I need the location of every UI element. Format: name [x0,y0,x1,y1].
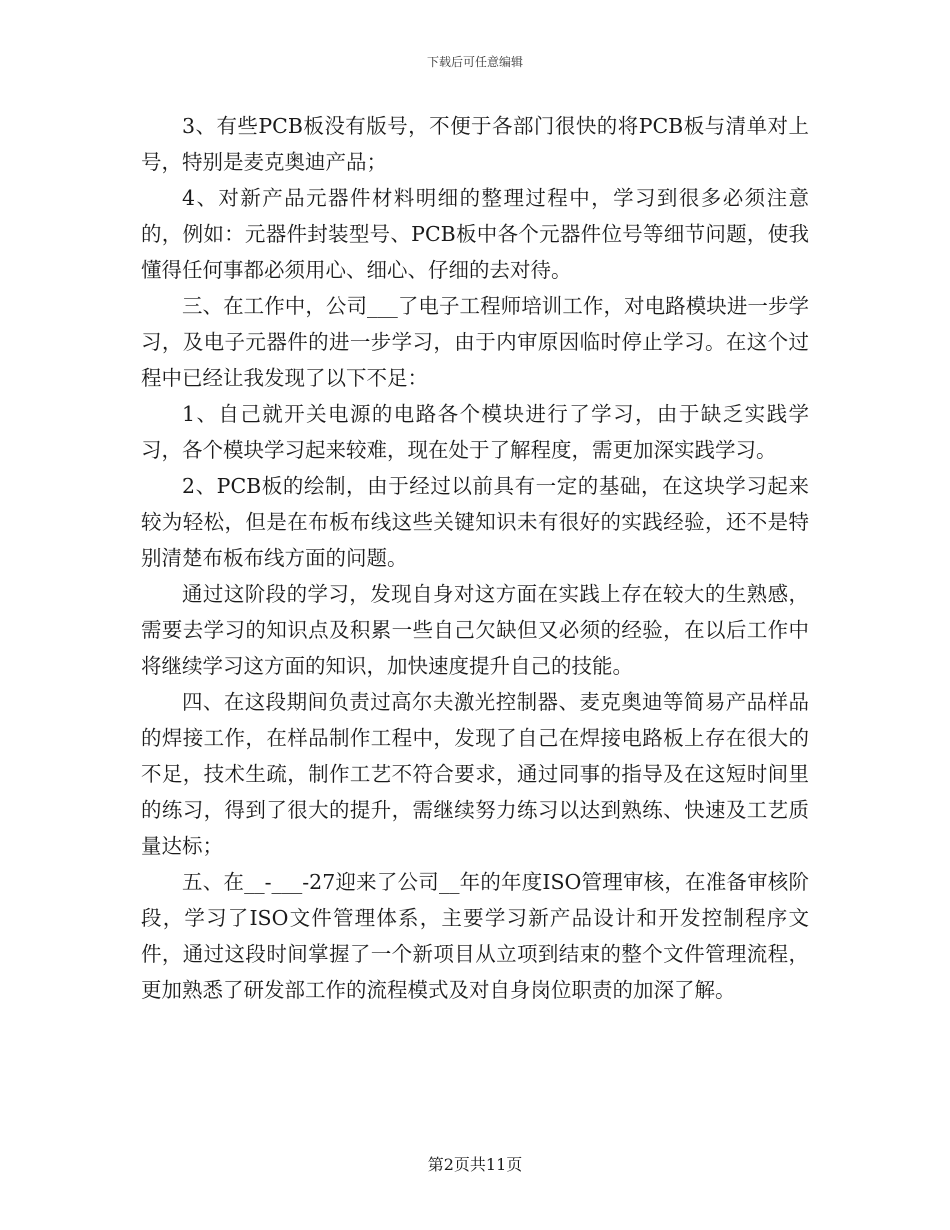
paragraph-section-4: 四、在这段期间负责过高尔夫激光控制器、麦克奥迪等简易产品样品的焊接工作，在样品制作工程中，发现了自己在焊接电路板上存在很大的不足，技术生疏，制作工艺不符合要求，通过同事的指导及在这短时间里的练习，得到了很大的提升，需继续努力练习以达到熟练、快速及工艺质量达标； [141,690,809,858]
document-body [141,108,809,1008]
paragraph-section-3: 三、在工作中，公司___了电子工程师培训工作，对电路模块进一步学习，及电子元器件的进一步学习，由于内审原因临时停止学习。在这个过程中已经让我发现了以下不足： [141,294,809,390]
paragraph-item-1: 1、自己就开关电源的电路各个模块进行了学习，由于缺乏实践学习，各个模块学习起来较难，现在处于了解程度，需更加深实践学习。 [141,402,809,462]
paragraph-section-5: 五、在__-___-27迎来了公司__年的年度ISO管理审核，在准备审核阶段，学习了ISO文件管理体系，主要学习新产品设计和开发控制程序文件，通过这段时间掌握了一个新项目从立项到结束的整个文件管理流程，更加熟悉了研发部工作的流程模式及对自身岗位职责的加深了解。 [141,870,809,1002]
paragraph-item-3: 3、有些PCB板没有版号，不便于各部门很快的将PCB板与清单对上号，特别是麦克奥迪产品； [141,114,809,174]
page-header [0,52,950,72]
paragraph-item-2: 2、PCB板的绘制，由于经过以前具有一定的基础，在这块学习起来较为轻松，但是在布板布线这些关键知识未有很好的实践经验，还不是特别清楚布板布线方面的问题。 [141,474,809,570]
paragraph-item-4: 4、对新产品元器件材料明细的整理过程中，学习到很多必须注意的，例如：元器件封装型号、PCB板中各个元器件位号等细节问题，使我懂得任何事都必须用心、细心、仔细的去对待。 [141,186,809,282]
paragraph-summary: 通过这阶段的学习，发现自身对这方面在实践上存在较大的生熟感，需要去学习的知识点及积累一些自己欠缺但又必须的经验，在以后工作中将继续学习这方面的知识，加快速度提升自己的技能。 [141,582,809,678]
header-note: 下载后可任意编辑 [426,55,523,69]
page-number: 第2页共11页 [427,1155,523,1174]
page-footer [0,1153,950,1177]
